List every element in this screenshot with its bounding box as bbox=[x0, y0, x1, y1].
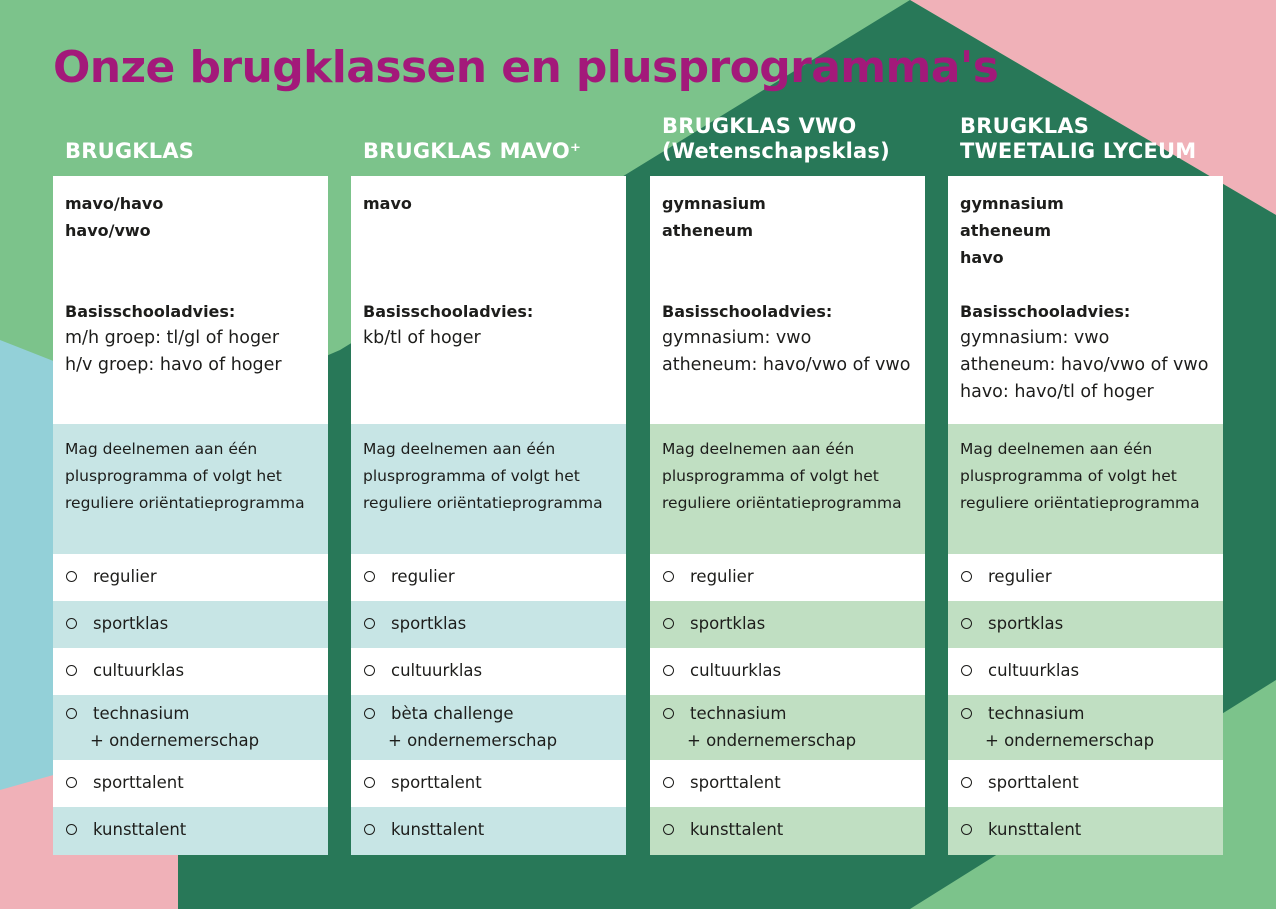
radio-circle-icon[interactable] bbox=[961, 824, 972, 835]
school-level: mavo bbox=[363, 194, 412, 213]
program-option[interactable] bbox=[650, 648, 925, 695]
school-level: havo/vwo bbox=[65, 221, 151, 240]
program-option-label: sportklas bbox=[988, 614, 1064, 633]
column-heading bbox=[65, 112, 194, 164]
column-heading-line: BRUGKLAS VWO bbox=[662, 114, 857, 138]
radio-circle-icon[interactable] bbox=[66, 665, 77, 676]
program-option-label: sportklas bbox=[93, 614, 169, 633]
program-note bbox=[53, 424, 328, 554]
program-option[interactable] bbox=[351, 807, 626, 855]
program-option[interactable] bbox=[650, 695, 925, 760]
radio-circle-icon[interactable] bbox=[66, 777, 77, 788]
program-note bbox=[650, 424, 925, 554]
radio-circle-icon[interactable] bbox=[66, 571, 77, 582]
school-level: mavo/havo bbox=[65, 194, 164, 213]
program-option-label: regulier bbox=[93, 567, 157, 586]
column-heading bbox=[363, 112, 581, 164]
column-heading-line: BRUGKLAS bbox=[65, 139, 195, 163]
program-note-text: Mag deelnemen aan één plusprogramma of volgt het reguliere oriëntatieprogramma bbox=[65, 440, 305, 512]
program-note bbox=[351, 424, 626, 554]
program-option-label: regulier bbox=[690, 567, 754, 586]
program-option[interactable] bbox=[351, 760, 626, 807]
program-option-label: regulier bbox=[391, 567, 455, 586]
column-heading-line: TWEETALIG LYCEUM bbox=[960, 139, 1197, 163]
column-card bbox=[53, 176, 328, 855]
page-title: Onze brugklassen en plusprogramma's bbox=[53, 42, 999, 93]
column-heading-line: (Wetenschapsklas) bbox=[662, 139, 890, 163]
basisschooladvies bbox=[65, 298, 282, 379]
advice-label: Basisschooladvies: bbox=[363, 302, 534, 321]
program-option[interactable] bbox=[351, 695, 626, 760]
program-option-label: technasium bbox=[93, 704, 190, 723]
radio-circle-icon[interactable] bbox=[663, 618, 674, 629]
program-note-text: Mag deelnemen aan één plusprogramma of volgt het reguliere oriëntatieprogramma bbox=[662, 440, 902, 512]
radio-circle-icon[interactable] bbox=[663, 777, 674, 788]
program-option-label: sportklas bbox=[690, 614, 766, 633]
school-level: atheneum bbox=[960, 221, 1051, 240]
column-card bbox=[650, 176, 925, 855]
column-heading bbox=[960, 112, 1196, 164]
program-option[interactable] bbox=[351, 601, 626, 648]
program-option-sublabel: + ondernemerschap bbox=[687, 731, 857, 750]
program-note bbox=[948, 424, 1223, 554]
radio-circle-icon[interactable] bbox=[364, 665, 375, 676]
program-option-label: regulier bbox=[988, 567, 1052, 586]
radio-circle-icon[interactable] bbox=[66, 618, 77, 629]
school-levels bbox=[960, 190, 1064, 271]
basisschooladvies bbox=[960, 298, 1208, 406]
radio-circle-icon[interactable] bbox=[961, 777, 972, 788]
program-option-label: bèta challenge bbox=[391, 704, 514, 723]
column-heading bbox=[662, 112, 890, 164]
program-option-label: sporttalent bbox=[93, 773, 184, 792]
radio-circle-icon[interactable] bbox=[663, 571, 674, 582]
program-option[interactable] bbox=[948, 601, 1223, 648]
program-option-label: kunsttalent bbox=[988, 820, 1082, 839]
advice-line: h/v groep: havo of hoger bbox=[65, 355, 282, 375]
program-option-label: cultuurklas bbox=[93, 661, 185, 680]
radio-circle-icon[interactable] bbox=[364, 777, 375, 788]
radio-circle-icon[interactable] bbox=[663, 665, 674, 676]
column-card bbox=[948, 176, 1223, 855]
program-option[interactable] bbox=[948, 807, 1223, 855]
program-option-label: technasium bbox=[690, 704, 787, 723]
radio-circle-icon[interactable] bbox=[961, 665, 972, 676]
radio-circle-icon[interactable] bbox=[663, 708, 674, 719]
radio-circle-icon[interactable] bbox=[961, 708, 972, 719]
program-option[interactable] bbox=[53, 554, 328, 601]
program-option[interactable] bbox=[53, 695, 328, 760]
program-option-sublabel: + ondernemerschap bbox=[985, 731, 1155, 750]
school-level: atheneum bbox=[662, 221, 753, 240]
school-level: havo bbox=[960, 248, 1004, 267]
radio-circle-icon[interactable] bbox=[364, 708, 375, 719]
program-option[interactable] bbox=[53, 601, 328, 648]
advice-line: atheneum: havo/vwo of vwo bbox=[662, 355, 911, 375]
school-level: gymnasium bbox=[662, 194, 766, 213]
advice-line: gymnasium: vwo bbox=[960, 328, 1110, 348]
school-levels bbox=[65, 190, 163, 244]
program-option-label: sporttalent bbox=[690, 773, 781, 792]
program-option[interactable] bbox=[351, 648, 626, 695]
advice-line: m/h groep: tl/gl of hoger bbox=[65, 328, 280, 348]
program-option-label: cultuurklas bbox=[690, 661, 782, 680]
advice-line: gymnasium: vwo bbox=[662, 328, 812, 348]
program-option[interactable] bbox=[53, 807, 328, 855]
program-option-label: cultuurklas bbox=[391, 661, 483, 680]
program-option[interactable] bbox=[53, 648, 328, 695]
program-option[interactable] bbox=[53, 760, 328, 807]
radio-circle-icon[interactable] bbox=[961, 571, 972, 582]
program-option[interactable] bbox=[948, 648, 1223, 695]
school-level: gymnasium bbox=[960, 194, 1064, 213]
school-levels bbox=[662, 190, 766, 244]
program-option-label: kunsttalent bbox=[690, 820, 784, 839]
program-option-label: cultuurklas bbox=[988, 661, 1080, 680]
advice-label: Basisschooladvies: bbox=[960, 302, 1131, 321]
program-option-sublabel: + ondernemerschap bbox=[90, 731, 260, 750]
radio-circle-icon[interactable] bbox=[961, 618, 972, 629]
program-option-label: sportklas bbox=[391, 614, 467, 633]
radio-circle-icon[interactable] bbox=[66, 824, 77, 835]
radio-circle-icon[interactable] bbox=[364, 571, 375, 582]
radio-circle-icon[interactable] bbox=[364, 824, 375, 835]
program-option[interactable] bbox=[650, 554, 925, 601]
program-option[interactable] bbox=[650, 807, 925, 855]
program-option-label: kunsttalent bbox=[93, 820, 187, 839]
advice-line: atheneum: havo/vwo of vwo bbox=[960, 355, 1209, 375]
program-option[interactable] bbox=[650, 760, 925, 807]
program-note-text: Mag deelnemen aan één plusprogramma of volgt het reguliere oriëntatieprogramma bbox=[960, 440, 1200, 512]
program-option[interactable] bbox=[948, 695, 1223, 760]
program-option[interactable] bbox=[351, 554, 626, 601]
program-option-sublabel: + ondernemerschap bbox=[388, 731, 558, 750]
program-option[interactable] bbox=[650, 601, 925, 648]
advice-label: Basisschooladvies: bbox=[662, 302, 833, 321]
basisschooladvies bbox=[662, 298, 910, 379]
advice-line: kb/tl of hoger bbox=[363, 328, 481, 348]
program-option[interactable] bbox=[948, 760, 1223, 807]
program-option-label: sporttalent bbox=[988, 773, 1079, 792]
radio-circle-icon[interactable] bbox=[364, 618, 375, 629]
program-note-text: Mag deelnemen aan één plusprogramma of volgt het reguliere oriëntatieprogramma bbox=[363, 440, 603, 512]
advice-line: havo: havo/tl of hoger bbox=[960, 382, 1154, 402]
program-option-label: kunsttalent bbox=[391, 820, 485, 839]
column-card bbox=[351, 176, 626, 855]
radio-circle-icon[interactable] bbox=[66, 708, 77, 719]
program-option-label: technasium bbox=[988, 704, 1085, 723]
advice-label: Basisschooladvies: bbox=[65, 302, 236, 321]
column-heading-line: BRUGKLAS bbox=[960, 114, 1090, 138]
program-option[interactable] bbox=[948, 554, 1223, 601]
radio-circle-icon[interactable] bbox=[663, 824, 674, 835]
column-heading-line: BRUGKLAS MAVO⁺ bbox=[363, 139, 582, 163]
school-levels bbox=[363, 190, 412, 217]
basisschooladvies bbox=[363, 298, 533, 352]
program-option-label: sporttalent bbox=[391, 773, 482, 792]
